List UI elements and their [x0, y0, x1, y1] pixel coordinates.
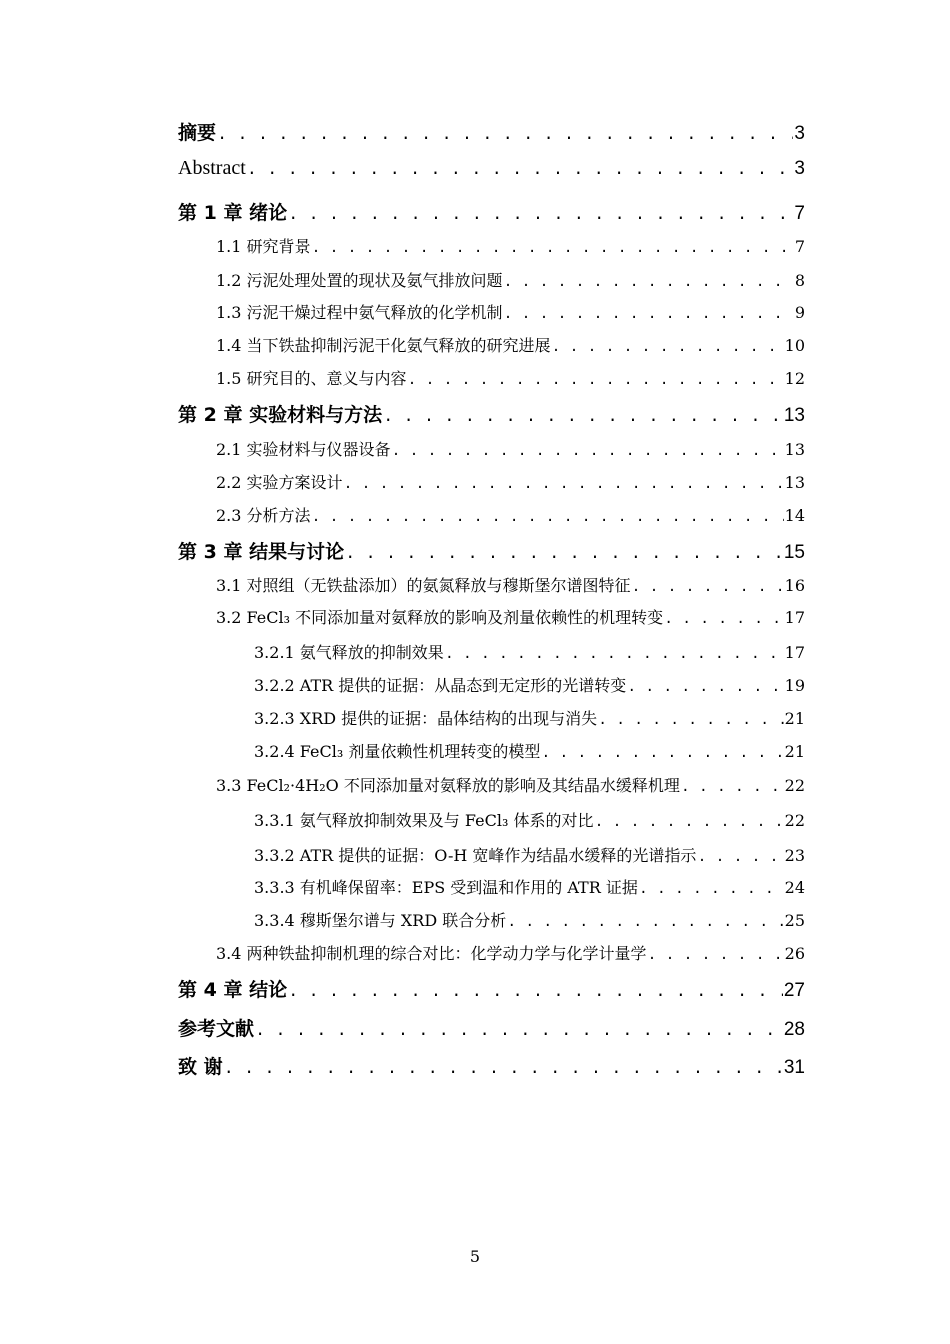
toc-leader-dots: [312, 240, 794, 257]
toc-entry-page: 9: [794, 303, 805, 322]
toc-entry[interactable]: [178, 773, 805, 796]
toc-entry[interactable]: [178, 268, 805, 291]
toc-leader-dots: [345, 545, 783, 564]
toc-entry[interactable]: [178, 366, 805, 389]
toc-entry-page: 19: [784, 676, 805, 695]
toc-entry-page: 26: [784, 944, 805, 963]
toc-entry-title: 1.5 研究目的、意义与内容: [216, 369, 407, 388]
toc-entry[interactable]: [178, 739, 805, 762]
toc-leader-dots: [681, 779, 784, 796]
toc-entry-title: 致 谢: [178, 1056, 223, 1078]
toc-entry-page: 15: [783, 542, 805, 563]
toc-leader-dots: [288, 206, 793, 225]
toc-leader-dots: [632, 579, 784, 596]
toc-entry-title: Abstract: [178, 157, 246, 179]
toc-entry-page: 16: [784, 576, 805, 595]
toc-entry[interactable]: [178, 300, 805, 323]
toc-leader-dots: [648, 947, 784, 964]
toc-entry-page: 17: [784, 643, 805, 662]
toc-entry-page: 25: [784, 911, 805, 930]
page-number: 5: [469, 1247, 481, 1266]
toc-entry[interactable]: [178, 673, 805, 696]
toc-leader-dots: [224, 1060, 783, 1079]
toc-entry-page: 27: [783, 980, 805, 1001]
toc-entry-title: 参考文献: [178, 1018, 255, 1040]
toc-leader-dots: [552, 339, 784, 356]
toc-leader-dots: [664, 611, 784, 628]
toc-leader-dots: [312, 509, 784, 526]
toc-entry-page: 17: [784, 608, 805, 627]
toc-entry-page: 13: [784, 473, 805, 492]
toc-leader-dots: [639, 881, 784, 898]
toc-entry[interactable]: [178, 941, 805, 964]
toc-entry-page: 21: [784, 709, 805, 728]
toc-entry[interactable]: [178, 503, 805, 526]
toc-entry-page: 22: [784, 811, 805, 830]
toc-entry[interactable]: [178, 605, 805, 628]
toc-entry-page: 24: [784, 878, 805, 897]
toc-entry-title: 3.2.4 FeCl₃ 剂量依赖性机理转变的模型: [254, 742, 541, 761]
toc-entry-title: 摘要: [178, 122, 217, 144]
toc-entry-page: 12: [784, 369, 805, 388]
toc-entry-title: 3.4 两种铁盐抑制机理的综合对比：化学动力学与化学计量学: [216, 944, 647, 963]
toc-entry[interactable]: [178, 1052, 805, 1079]
toc-entry-title: 3.1 对照组（无铁盐添加）的氨氮释放与穆斯堡尔谱图特征: [216, 576, 631, 595]
toc-entry-title: 第 2 章 实验材料与方法: [178, 404, 383, 426]
toc-leader-dots: [627, 679, 783, 696]
toc-leader-dots: [598, 712, 783, 729]
toc-entry-title: 3.2.1 氨气释放的抑制效果: [254, 643, 444, 662]
toc-entry-title: 3.2.3 XRD 提供的证据：晶体结构的出现与消失: [254, 709, 598, 728]
toc-entry[interactable]: [178, 640, 805, 663]
toc-leader-dots: [697, 849, 783, 866]
toc-entry-page: 21: [784, 742, 805, 761]
toc-leader-dots: [217, 126, 793, 145]
toc-entry[interactable]: [178, 975, 805, 1002]
toc-entry-title: 2.2 实验方案设计: [216, 473, 343, 492]
toc-entry-page: 23: [784, 846, 805, 865]
toc-entry-title: 第 3 章 结果与讨论: [178, 541, 345, 563]
toc-entry-title: 3.3.4 穆斯堡尔谱与 XRD 联合分析: [254, 911, 507, 930]
toc-entry[interactable]: [178, 437, 805, 460]
toc-entry-page: 7: [794, 203, 805, 224]
toc-leader-dots: [594, 814, 783, 831]
toc-entry-title: 3.3.1 氨气释放抑制效果及与 FeCl₃ 体系的对比: [254, 811, 594, 830]
toc-leader-dots: [504, 274, 794, 291]
toc-entry-title: 3.3 FeCl₂·4H₂O 不同添加量对氨释放的影响及其结晶水缓释机理: [216, 776, 680, 795]
toc-entry-page: 28: [783, 1019, 805, 1040]
toc-entry-title: 2.1 实验材料与仪器设备: [216, 440, 391, 459]
toc-entry-title: 1.1 研究背景: [216, 237, 311, 256]
toc-entry[interactable]: [178, 157, 805, 180]
toc-entry-title: 1.2 污泥处理处置的现状及氨气排放问题: [216, 271, 503, 290]
toc-leader-dots: [541, 745, 783, 762]
toc-entry[interactable]: [178, 908, 805, 931]
toc-entry-title: 第 1 章 绪论: [178, 202, 288, 224]
toc-entry-page: 3: [794, 123, 805, 144]
toc-leader-dots: [504, 306, 794, 323]
toc-entry-title: 3.3.3 有机峰保留率：EPS 受到温和作用的 ATR 证据: [254, 878, 638, 897]
toc-entry-page: 13: [783, 405, 805, 426]
toc-entry[interactable]: [178, 537, 805, 564]
toc-leader-dots: [392, 443, 784, 460]
toc-leader-dots: [255, 1022, 783, 1041]
toc-leader-dots: [445, 646, 784, 663]
toc-entry[interactable]: [178, 573, 805, 596]
toc-leader-dots: [247, 161, 794, 180]
toc-entry-title: 1.4 当下铁盐抑制污泥干化氨气释放的研究进展: [216, 336, 551, 355]
toc-entry[interactable]: [178, 333, 805, 356]
toc-entry[interactable]: [178, 1014, 805, 1041]
toc-entry[interactable]: [178, 875, 805, 898]
toc-leader-dots: [288, 983, 783, 1002]
toc-entry[interactable]: [178, 198, 805, 225]
toc-leader-dots: [507, 914, 783, 931]
toc-entry-page: 22: [784, 776, 805, 795]
toc-entry[interactable]: [178, 808, 805, 831]
toc-entry-page: 10: [784, 336, 805, 355]
toc-entry[interactable]: [178, 400, 805, 427]
toc-entry-title: 3.2.2 ATR 提供的证据：从晶态到无定形的光谱转变: [254, 676, 627, 695]
toc-entry-page: 3: [794, 158, 805, 179]
toc-entry[interactable]: [178, 706, 805, 729]
toc-entry-page: 13: [784, 440, 805, 459]
toc-entry-title: 1.3 污泥干燥过程中氨气释放的化学机制: [216, 303, 503, 322]
toc-entry[interactable]: [178, 843, 805, 866]
toc-entry-page: 31: [783, 1057, 805, 1078]
toc-entry-page: 8: [794, 271, 805, 290]
toc-entry-page: 7: [794, 237, 805, 256]
toc-entry-title: 3.2 FeCl₃ 不同添加量对氨释放的影响及剂量依赖性的机理转变: [216, 608, 664, 627]
toc-entry[interactable]: [178, 118, 805, 145]
toc-entry-title: 2.3 分析方法: [216, 506, 311, 525]
toc-entry[interactable]: [178, 234, 805, 257]
toc-entry-title: 第 4 章 结论: [178, 979, 288, 1001]
toc-leader-dots: [344, 476, 784, 493]
toc-leader-dots: [408, 372, 784, 389]
toc-entry-page: 14: [784, 506, 805, 525]
toc-entry[interactable]: [178, 470, 805, 493]
toc-leader-dots: [383, 408, 783, 427]
toc-entry-title: 3.3.2 ATR 提供的证据：O-H 宽峰作为结晶水缓释的光谱指示: [254, 846, 697, 865]
